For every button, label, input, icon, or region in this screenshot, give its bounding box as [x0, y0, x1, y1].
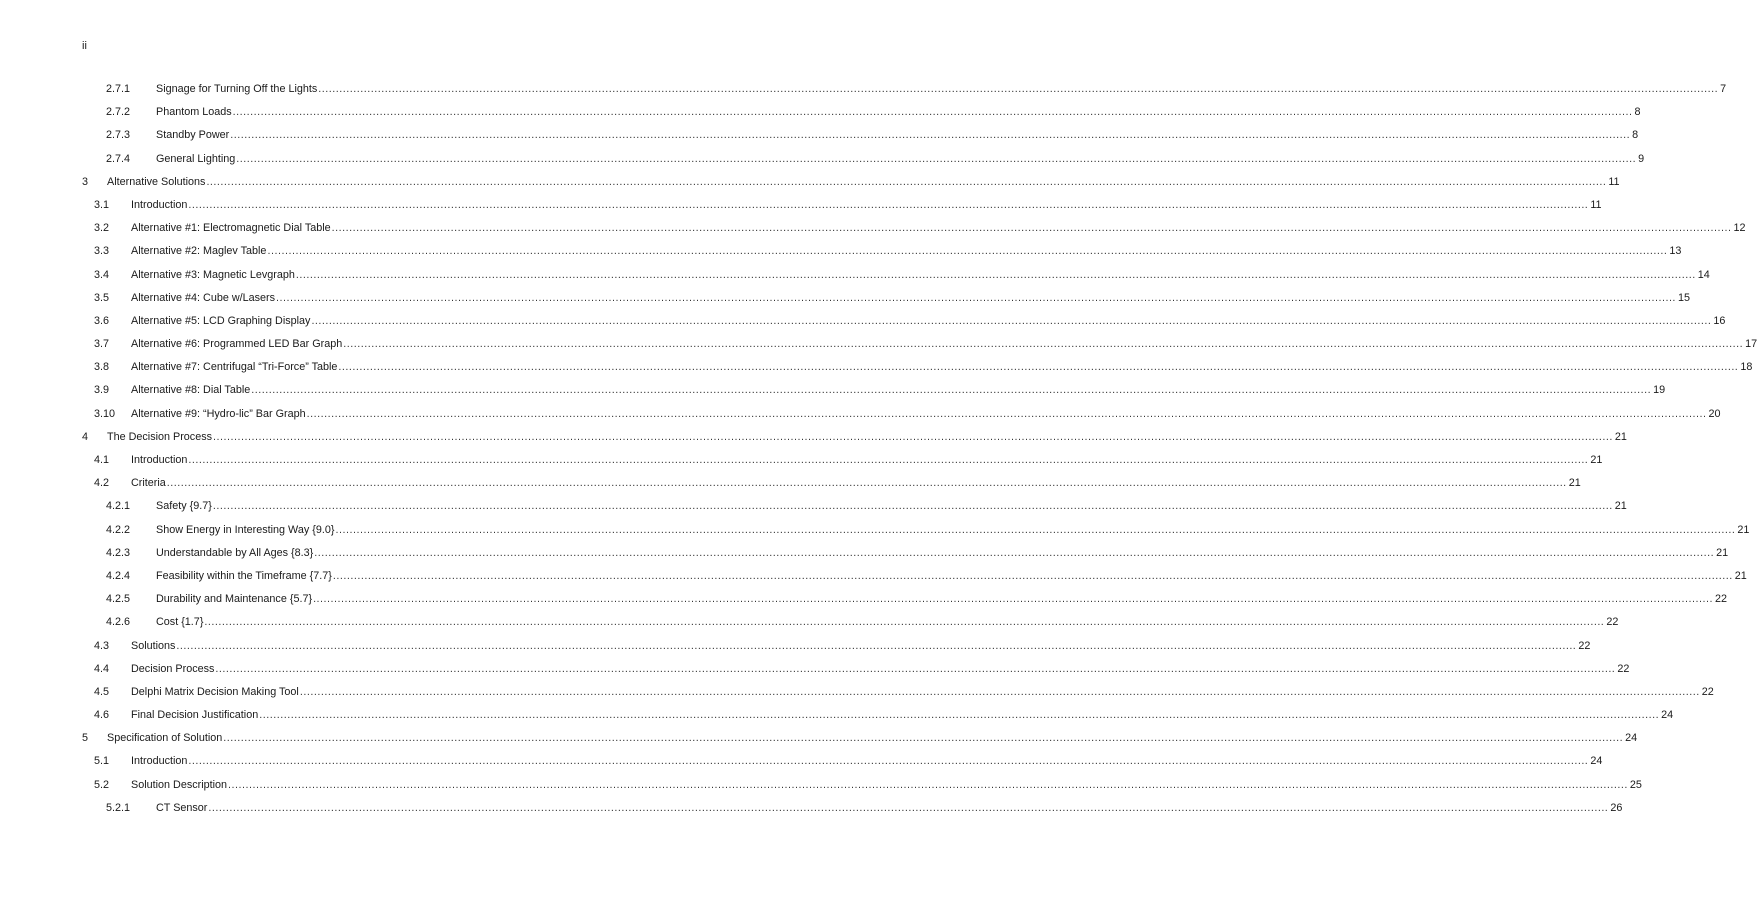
- toc-entry-number: 4.2.4: [106, 569, 131, 582]
- toc-entry-title: Phantom Loads: [156, 106, 232, 119]
- toc-leader-dots: ................................................................................................................................................................................................................................................................................................................................................................................................................: [267, 245, 1668, 258]
- toc-entry[interactable]: [0, 681, 1714, 704]
- toc-entry-number: 4: [82, 430, 89, 443]
- toc-entry-title: Alternative #7: Centrifugal “Tri-Force” Table: [131, 361, 338, 374]
- toc-entry-number: 3.6: [94, 314, 110, 327]
- toc-entry-line: [131, 217, 1746, 240]
- toc-entry-page: 26: [1610, 801, 1623, 814]
- toc-entry[interactable]: [0, 727, 1638, 750]
- toc-entry-number: 5.2: [94, 778, 110, 791]
- toc-leader-dots: ................................................................................................................................................................................................................................................................................................................................................................................................................: [318, 83, 1719, 95]
- toc-leader-dots: ................................................................................................................................................................................................................................................................................................................................................................................................................: [295, 268, 1696, 281]
- toc-leader-dots: ................................................................................................................................................................................................................................................................................................................................................................................................................: [188, 198, 1589, 211]
- toc-entry-number: 4.2.6: [106, 616, 131, 629]
- toc-entry[interactable]: [0, 797, 1623, 820]
- toc-entry-number: 4.2: [94, 477, 110, 490]
- toc-entry[interactable]: [0, 124, 1639, 147]
- toc-entry-title: Introduction: [131, 755, 188, 768]
- toc-leader-dots: ................................................................................................................................................................................................................................................................................................................................................................................................................: [166, 477, 1567, 490]
- toc-entry-title: Understandable by All Ages {8.3}: [156, 546, 314, 559]
- toc-entry-page: 24: [1590, 755, 1603, 768]
- toc-entry-line: [131, 449, 1603, 472]
- toc-entry-line: [131, 635, 1591, 658]
- toc-entry-page: 14: [1697, 268, 1710, 281]
- toc-leader-dots: ................................................................................................................................................................................................................................................................................................................................................................................................................: [206, 175, 1607, 188]
- toc-entry-page: 9: [1638, 152, 1645, 165]
- toc-entry-title: Alternative #9: “Hydro-lic” Bar Graph: [131, 407, 306, 420]
- toc-entry-number: 4.2.3: [106, 546, 131, 559]
- toc-entry[interactable]: [0, 287, 1690, 310]
- toc-entry-number: 4.3: [94, 639, 110, 652]
- toc-entry-title: Safety {9.7}: [156, 500, 212, 513]
- toc-entry-page: 20: [1708, 407, 1721, 420]
- toc-leader-dots: ................................................................................................................................................................................................................................................................................................................................................................................................................: [232, 106, 1633, 119]
- toc-entry[interactable]: [0, 101, 1641, 124]
- toc-entry[interactable]: [0, 519, 1750, 542]
- toc-entry-title: Alternative #4: Cube w/Lasers: [131, 291, 276, 304]
- toc-leader-dots: ................................................................................................................................................................................................................................................................................................................................................................................................................: [228, 778, 1628, 791]
- toc-entry-line: [156, 101, 1641, 124]
- toc-entry-number: 3.9: [94, 384, 110, 397]
- toc-leader-dots: ................................................................................................................................................................................................................................................................................................................................................................................................................: [176, 639, 1577, 652]
- toc-entry-number: 4.4: [94, 662, 110, 675]
- toc-entry-title: Alternative #2: Maglev Table: [131, 245, 267, 258]
- toc-entry-number: 2.7.2: [106, 106, 131, 119]
- toc-entry-page: 22: [1578, 639, 1591, 652]
- toc-entry-title: Final Decision Justification: [131, 709, 259, 722]
- toc-entry-line: [156, 148, 1645, 171]
- toc-entry-title: Durability and Maintenance {5.7}: [156, 593, 313, 606]
- toc-entry-line: [131, 240, 1682, 263]
- toc-entry-page: 15: [1677, 291, 1690, 304]
- toc-entry-number: 5: [82, 732, 89, 745]
- toc-entry-line: [131, 681, 1714, 704]
- toc-entry-title: Show Energy in Interesting Way {9.0}: [156, 523, 335, 536]
- toc-leader-dots: ................................................................................................................................................................................................................................................................................................................................................................................................................: [311, 314, 1712, 327]
- toc-entry-line: [131, 472, 1581, 495]
- toc-entry-title: Decision Process: [131, 662, 215, 675]
- toc-leader-dots: ................................................................................................................................................................................................................................................................................................................................................................................................................: [188, 755, 1589, 768]
- toc-entry-number: 2.7.3: [106, 129, 131, 142]
- toc-entry[interactable]: [0, 542, 1729, 565]
- toc-entry[interactable]: [0, 565, 1747, 588]
- toc-entry-page: 17: [1745, 338, 1757, 351]
- toc-entry-page: 21: [1590, 454, 1603, 466]
- toc-entry[interactable]: [0, 495, 1627, 518]
- toc-entry-number: 3.3: [94, 245, 110, 258]
- toc-entry[interactable]: [0, 356, 1753, 379]
- toc-entry-title: The Decision Process: [107, 430, 213, 443]
- toc-entry-line: [156, 542, 1729, 565]
- toc-leader-dots: ................................................................................................................................................................................................................................................................................................................................................................................................................: [213, 430, 1613, 443]
- toc-entry-line: [156, 495, 1627, 518]
- toc-entry[interactable]: [0, 449, 1603, 472]
- toc-entry-number: 3.8: [94, 361, 110, 374]
- toc-entry[interactable]: [0, 333, 1757, 356]
- toc-leader-dots: ................................................................................................................................................................................................................................................................................................................................................................................................................: [299, 685, 1700, 698]
- toc-entry-page: 21: [1614, 430, 1627, 443]
- toc-entry-title: Alternative Solutions: [107, 175, 206, 188]
- toc-leader-dots: ................................................................................................................................................................................................................................................................................................................................................................................................................: [251, 384, 1652, 397]
- toc-entry-title: Solution Description: [131, 778, 228, 791]
- toc-entry-line: [156, 519, 1750, 542]
- toc-entry-number: 3.7: [94, 338, 110, 351]
- toc-entry-line: [156, 124, 1639, 147]
- toc-entry-page: 22: [1617, 662, 1630, 675]
- toc-entry-page: 18: [1740, 361, 1753, 374]
- toc-leader-dots: ................................................................................................................................................................................................................................................................................................................................................................................................................: [208, 801, 1609, 814]
- toc-entry-line: [131, 333, 1757, 356]
- toc-entry-line: [156, 797, 1623, 820]
- toc-entry-page: 21: [1568, 477, 1581, 490]
- toc-entry-line: [131, 310, 1726, 333]
- toc-entry-line: [107, 426, 1627, 449]
- toc-entry[interactable]: [0, 78, 1727, 101]
- toc-entry[interactable]: [0, 379, 1666, 402]
- toc-entry[interactable]: [0, 194, 1602, 217]
- toc-leader-dots: ................................................................................................................................................................................................................................................................................................................................................................................................................: [230, 129, 1631, 142]
- toc-entry-line: [131, 658, 1630, 681]
- toc-entry-page: 19: [1653, 384, 1666, 397]
- toc-entry-title: Delphi Matrix Decision Making Tool: [131, 685, 299, 698]
- toc-entry-page: 8: [1634, 106, 1641, 119]
- toc-entry-number: 5.1: [94, 755, 110, 768]
- toc-entry-page: 21: [1716, 546, 1729, 559]
- toc-entry[interactable]: [0, 588, 1727, 611]
- toc-entry-number: 3: [82, 175, 89, 188]
- toc-entry-title: Standby Power: [156, 129, 230, 142]
- toc-entry-page: 16: [1713, 314, 1726, 327]
- toc-entry[interactable]: [0, 704, 1674, 727]
- toc-entry-page: 21: [1734, 569, 1747, 582]
- toc-entry-page: 22: [1606, 616, 1619, 629]
- page-number: ii: [82, 40, 87, 52]
- toc-entry-number: 4.5: [94, 685, 110, 698]
- toc-entry-page: 21: [1614, 500, 1627, 513]
- toc-leader-dots: ................................................................................................................................................................................................................................................................................................................................................................................................................: [276, 291, 1676, 304]
- toc-entry-page: 22: [1714, 593, 1727, 606]
- toc-entry-title: Solutions: [131, 639, 176, 652]
- toc-entry-page: 11: [1590, 198, 1602, 211]
- toc-entry-line: [131, 287, 1690, 310]
- toc-entry-line: [131, 704, 1674, 727]
- toc-leader-dots: ................................................................................................................................................................................................................................................................................................................................................................................................................: [338, 361, 1739, 374]
- toc-entry-page: 13: [1669, 245, 1682, 258]
- toc-entry-page: 21: [1737, 523, 1750, 536]
- toc-entry[interactable]: [0, 264, 1710, 287]
- toc-entry-page: 8: [1632, 129, 1639, 142]
- toc-leader-dots: ................................................................................................................................................................................................................................................................................................................................................................................................................: [332, 569, 1733, 582]
- toc-entry-line: [107, 727, 1638, 750]
- toc-entry-number: 3.5: [94, 291, 110, 304]
- toc-entry-title: Alternative #5: LCD Graphing Display: [131, 314, 311, 327]
- toc-entry[interactable]: [0, 148, 1645, 171]
- toc-leader-dots: ................................................................................................................................................................................................................................................................................................................................................................................................................: [236, 152, 1637, 165]
- toc-entry-title: Introduction: [131, 454, 188, 466]
- toc-leader-dots: ................................................................................................................................................................................................................................................................................................................................................................................................................: [212, 500, 1613, 513]
- toc-entry-number: 2.7.4: [106, 152, 131, 165]
- toc-entry-line: [107, 171, 1620, 194]
- toc-entry-line: [131, 264, 1710, 287]
- toc-entry-title: Specification of Solution: [107, 732, 223, 745]
- toc-entry-line: [131, 750, 1603, 773]
- toc-entry-page: 12: [1733, 222, 1746, 235]
- toc-entry-title: CT Sensor: [156, 801, 208, 814]
- toc-entry[interactable]: [0, 611, 1619, 634]
- toc-entry-number: 3.10: [94, 407, 116, 420]
- toc-entry-number: 5.2.1: [106, 801, 131, 814]
- toc-entry-line: [156, 78, 1727, 101]
- toc-entry[interactable]: [0, 240, 1682, 263]
- toc-entry-title: Alternative #3: Magnetic Levgraph: [131, 268, 295, 281]
- toc-entry[interactable]: [0, 774, 1642, 797]
- toc-entry[interactable]: [0, 310, 1726, 333]
- toc-entry-number: 4.6: [94, 709, 110, 722]
- toc-leader-dots: ................................................................................................................................................................................................................................................................................................................................................................................................................: [343, 338, 1744, 351]
- toc-leader-dots: ................................................................................................................................................................................................................................................................................................................................................................................................................: [335, 523, 1736, 536]
- toc-entry[interactable]: [0, 171, 1620, 194]
- toc-leader-dots: ................................................................................................................................................................................................................................................................................................................................................................................................................: [223, 732, 1624, 745]
- toc-entry[interactable]: [0, 426, 1627, 449]
- toc-entry-page: 24: [1661, 709, 1674, 722]
- toc-entry-number: 4.2.5: [106, 593, 131, 606]
- toc-entry-title: Feasibility within the Timeframe {7.7}: [156, 569, 332, 582]
- toc-entry-line: [131, 774, 1642, 797]
- toc-entry-page: 7: [1720, 83, 1727, 95]
- toc-entry-number: 4.1: [94, 454, 110, 466]
- toc-leader-dots: ................................................................................................................................................................................................................................................................................................................................................................................................................: [306, 407, 1707, 420]
- toc-entry-number: 3.1: [94, 198, 110, 211]
- toc-entry[interactable]: [0, 750, 1603, 773]
- toc-entry-title: Criteria: [131, 477, 166, 490]
- toc-leader-dots: ................................................................................................................................................................................................................................................................................................................................................................................................................: [314, 546, 1715, 559]
- toc-entry-title: Signage for Turning Off the Lights: [156, 83, 318, 95]
- toc-entry-title: Cost {1.7}: [156, 616, 204, 629]
- toc-entry-number: 3.4: [94, 268, 110, 281]
- toc-entry-number: 4.2.2: [106, 523, 131, 536]
- toc-entry-title: Alternative #1: Electromagnetic Dial Table: [131, 222, 331, 235]
- toc-entry-line: [131, 379, 1666, 402]
- toc-entry-line: [131, 356, 1753, 379]
- toc-entry-title: Alternative #8: Dial Table: [131, 384, 251, 397]
- toc-entry-title: Introduction: [131, 198, 188, 211]
- toc-leader-dots: ................................................................................................................................................................................................................................................................................................................................................................................................................: [204, 616, 1605, 629]
- toc-entry-line: [131, 194, 1602, 217]
- toc-leader-dots: ................................................................................................................................................................................................................................................................................................................................................................................................................: [259, 709, 1660, 722]
- toc-entry-title: General Lighting: [156, 152, 236, 165]
- toc-entry-page: 24: [1625, 732, 1638, 745]
- toc-entry-page: 25: [1629, 778, 1642, 791]
- toc-leader-dots: ................................................................................................................................................................................................................................................................................................................................................................................................................: [188, 454, 1589, 466]
- toc-entry-number: 2.7.1: [106, 83, 131, 95]
- toc-entry[interactable]: [0, 472, 1581, 495]
- toc-entry-line: [131, 403, 1721, 426]
- toc-entry-page: 11: [1608, 175, 1620, 188]
- toc-leader-dots: ................................................................................................................................................................................................................................................................................................................................................................................................................: [215, 662, 1616, 675]
- toc-leader-dots: ................................................................................................................................................................................................................................................................................................................................................................................................................: [313, 593, 1713, 606]
- toc-entry[interactable]: [0, 635, 1591, 658]
- toc-entry-line: [156, 611, 1619, 634]
- toc-entry-title: Alternative #6: Programmed LED Bar Graph: [131, 338, 343, 351]
- toc-entry-number: 3.2: [94, 222, 110, 235]
- table-of-contents: [0, 78, 1757, 820]
- toc-entry[interactable]: [0, 217, 1746, 240]
- toc-entry-line: [156, 565, 1747, 588]
- toc-leader-dots: ................................................................................................................................................................................................................................................................................................................................................................................................................: [331, 222, 1732, 235]
- toc-entry[interactable]: [0, 658, 1630, 681]
- toc-entry[interactable]: [0, 403, 1721, 426]
- toc-entry-line: [156, 588, 1727, 611]
- toc-entry-number: 4.2.1: [106, 500, 131, 513]
- toc-entry-page: 22: [1701, 685, 1714, 698]
